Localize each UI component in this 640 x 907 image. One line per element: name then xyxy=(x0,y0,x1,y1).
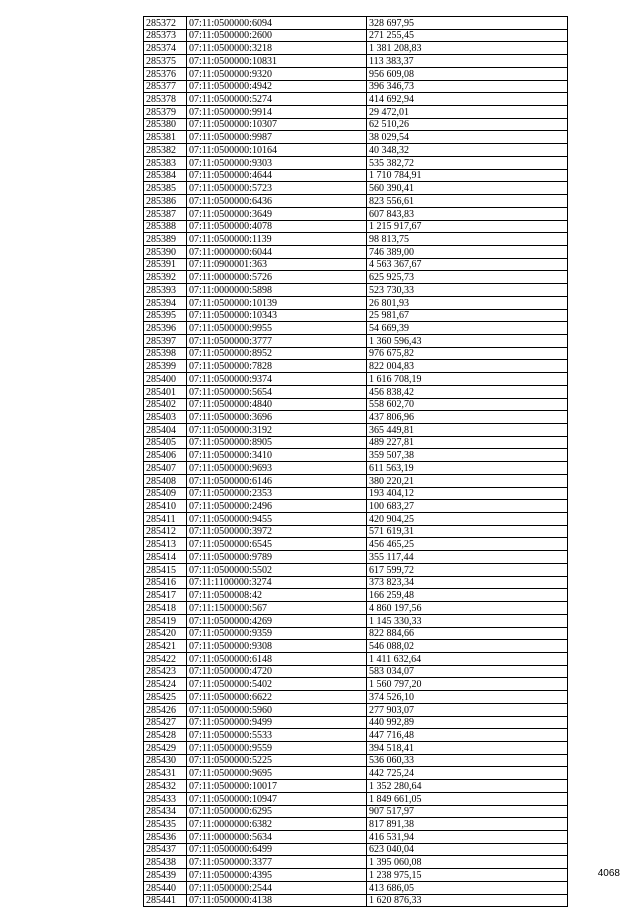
cadastral-value-cell: 394 518,41 xyxy=(367,741,568,754)
cadastral-number-cell: 07:11:0500000:2544 xyxy=(187,881,367,894)
cadastral-value-cell: 822 004,83 xyxy=(367,360,568,373)
row-number-cell: 285400 xyxy=(144,373,187,386)
cadastral-number-cell: 07:11:0500000:4644 xyxy=(187,169,367,182)
table-row xyxy=(144,424,568,437)
cadastral-value-cell: 536 060,33 xyxy=(367,754,568,767)
cadastral-value-cell: 416 531,94 xyxy=(367,831,568,844)
cadastral-number-cell: 07:11:0500000:3218 xyxy=(187,42,367,55)
cadastral-value-cell: 271 255,45 xyxy=(367,29,568,42)
row-number-cell: 285408 xyxy=(144,474,187,487)
row-number-cell: 285409 xyxy=(144,487,187,500)
table-row xyxy=(144,144,568,157)
table-row xyxy=(144,462,568,475)
cadastral-number-cell: 07:11:1500000:567 xyxy=(187,602,367,615)
table-row xyxy=(144,627,568,640)
row-number-cell: 285392 xyxy=(144,271,187,284)
cadastral-value-cell: 355 117,44 xyxy=(367,551,568,564)
cadastral-value-cell: 166 259,48 xyxy=(367,589,568,602)
cadastral-number-cell: 07:11:0500000:10343 xyxy=(187,309,367,322)
row-number-cell: 285379 xyxy=(144,106,187,119)
table-row xyxy=(144,411,568,424)
cadastral-number-cell: 07:11:0500000:10947 xyxy=(187,792,367,805)
cadastral-value-cell: 373 823,34 xyxy=(367,576,568,589)
cadastral-value-cell: 625 925,73 xyxy=(367,271,568,284)
cadastral-number-cell: 07:11:0500000:9693 xyxy=(187,462,367,475)
cadastral-value-cell: 976 675,82 xyxy=(367,347,568,360)
table-row xyxy=(144,576,568,589)
cadastral-value-cell: 558 602,70 xyxy=(367,398,568,411)
row-number-cell: 285391 xyxy=(144,258,187,271)
row-number-cell: 285401 xyxy=(144,385,187,398)
cadastral-value-cell: 38 029,54 xyxy=(367,131,568,144)
row-number-cell: 285374 xyxy=(144,42,187,55)
table-row xyxy=(144,474,568,487)
cadastral-number-cell: 07:11:0500000:3649 xyxy=(187,207,367,220)
cadastral-value-cell: 607 843,83 xyxy=(367,207,568,220)
row-number-cell: 285393 xyxy=(144,284,187,297)
row-number-cell: 285376 xyxy=(144,67,187,80)
cadastral-number-cell: 07:11:0500000:9499 xyxy=(187,716,367,729)
cadastral-value-cell: 1 215 917,67 xyxy=(367,220,568,233)
table-row xyxy=(144,398,568,411)
cadastral-value-cell: 546 088,02 xyxy=(367,640,568,653)
row-number-cell: 285429 xyxy=(144,741,187,754)
cadastral-value-cell: 956 609,08 xyxy=(367,67,568,80)
cadastral-value-cell: 583 034,07 xyxy=(367,665,568,678)
cadastral-value-cell: 414 692,94 xyxy=(367,93,568,106)
cadastral-number-cell: 07:11:0500000:3410 xyxy=(187,449,367,462)
table-row xyxy=(144,741,568,754)
cadastral-value-cell: 523 730,33 xyxy=(367,284,568,297)
row-number-cell: 285395 xyxy=(144,309,187,322)
cadastral-value-cell: 1 395 060,08 xyxy=(367,856,568,869)
table-row xyxy=(144,207,568,220)
row-number-cell: 285422 xyxy=(144,652,187,665)
table-row xyxy=(144,881,568,894)
cadastral-number-cell: 07:11:0500000:3777 xyxy=(187,334,367,347)
cadastral-value-cell: 1 560 797,20 xyxy=(367,678,568,691)
row-number-cell: 285382 xyxy=(144,144,187,157)
cadastral-number-cell: 07:11:0500000:5960 xyxy=(187,703,367,716)
row-number-cell: 285381 xyxy=(144,131,187,144)
cadastral-value-cell: 440 992,89 xyxy=(367,716,568,729)
row-number-cell: 285416 xyxy=(144,576,187,589)
cadastral-value-cell: 817 891,38 xyxy=(367,818,568,831)
cadastral-value-cell: 1 411 632,64 xyxy=(367,652,568,665)
row-number-cell: 285440 xyxy=(144,881,187,894)
row-number-cell: 285394 xyxy=(144,296,187,309)
cadastral-number-cell: 07:11:0500000:9955 xyxy=(187,322,367,335)
cadastral-number-cell: 07:11:0500000:4942 xyxy=(187,80,367,93)
cadastral-value-cell: 823 556,61 xyxy=(367,195,568,208)
cadastral-value-cell: 374 526,10 xyxy=(367,691,568,704)
cadastral-value-cell: 617 599,72 xyxy=(367,563,568,576)
cadastral-number-cell: 07:11:0500000:4078 xyxy=(187,220,367,233)
cadastral-number-cell: 07:11:0500000:3972 xyxy=(187,525,367,538)
cadastral-number-cell: 07:11:0500000:5274 xyxy=(187,93,367,106)
row-number-cell: 285423 xyxy=(144,665,187,678)
cadastral-number-cell: 07:11:0000000:5634 xyxy=(187,831,367,844)
table-row xyxy=(144,792,568,805)
table-row xyxy=(144,373,568,386)
table-row xyxy=(144,271,568,284)
cadastral-value-cell: 1 145 330,33 xyxy=(367,614,568,627)
table-row xyxy=(144,106,568,119)
table-row xyxy=(144,843,568,856)
cadastral-number-cell: 07:11:0500000:4269 xyxy=(187,614,367,627)
cadastral-value-cell: 437 806,96 xyxy=(367,411,568,424)
row-number-cell: 285430 xyxy=(144,754,187,767)
cadastral-number-cell: 07:11:0500000:10307 xyxy=(187,118,367,131)
row-number-cell: 285378 xyxy=(144,93,187,106)
cadastral-value-cell: 380 220,21 xyxy=(367,474,568,487)
cadastral-number-cell: 07:11:0500000:5654 xyxy=(187,385,367,398)
cadastral-number-cell: 07:11:0500000:9559 xyxy=(187,741,367,754)
row-number-cell: 285414 xyxy=(144,551,187,564)
table-row xyxy=(144,563,568,576)
cadastral-number-cell: 07:11:0500000:9695 xyxy=(187,767,367,780)
table-row xyxy=(144,665,568,678)
cadastral-number-cell: 07:11:1100000:3274 xyxy=(187,576,367,589)
row-number-cell: 285398 xyxy=(144,347,187,360)
table-row xyxy=(144,334,568,347)
cadastral-number-cell: 07:11:0500000:6148 xyxy=(187,652,367,665)
row-number-cell: 285427 xyxy=(144,716,187,729)
cadastral-number-cell: 07:11:0500000:10164 xyxy=(187,144,367,157)
cadastral-number-cell: 07:11:0500000:9455 xyxy=(187,513,367,526)
row-number-cell: 285385 xyxy=(144,182,187,195)
row-number-cell: 285396 xyxy=(144,322,187,335)
row-number-cell: 285380 xyxy=(144,118,187,131)
cadastral-value-cell: 822 884,66 xyxy=(367,627,568,640)
table-row xyxy=(144,347,568,360)
cadastral-number-cell: 07:11:0500000:9374 xyxy=(187,373,367,386)
cadastral-number-cell: 07:11:0500000:9789 xyxy=(187,551,367,564)
row-number-cell: 285415 xyxy=(144,563,187,576)
table-row xyxy=(144,17,568,30)
row-number-cell: 285424 xyxy=(144,678,187,691)
cadastral-value-cell: 489 227,81 xyxy=(367,436,568,449)
cadastral-number-cell: 07:11:0500000:1139 xyxy=(187,233,367,246)
cadastral-number-cell: 07:11:0500000:10139 xyxy=(187,296,367,309)
table-row xyxy=(144,513,568,526)
cadastral-value-cell: 54 669,39 xyxy=(367,322,568,335)
table-row xyxy=(144,29,568,42)
table-row xyxy=(144,538,568,551)
row-number-cell: 285411 xyxy=(144,513,187,526)
cadastral-number-cell: 07:11:0500000:9320 xyxy=(187,67,367,80)
table-row xyxy=(144,258,568,271)
table-row xyxy=(144,360,568,373)
cadastral-number-cell: 07:11:0500000:5402 xyxy=(187,678,367,691)
cadastral-value-cell: 1 620 876,33 xyxy=(367,894,568,907)
cadastral-value-cell: 4 860 197,56 xyxy=(367,602,568,615)
cadastral-value-cell: 1 849 661,05 xyxy=(367,792,568,805)
table-row xyxy=(144,182,568,195)
table-row xyxy=(144,220,568,233)
table-row xyxy=(144,55,568,68)
row-number-cell: 285407 xyxy=(144,462,187,475)
cadastral-value-cell: 571 619,31 xyxy=(367,525,568,538)
cadastral-value-cell: 40 348,32 xyxy=(367,144,568,157)
table-row xyxy=(144,589,568,602)
cadastral-number-cell: 07:11:0500000:9308 xyxy=(187,640,367,653)
table-row xyxy=(144,818,568,831)
table-row xyxy=(144,80,568,93)
cadastral-value-cell: 25 981,67 xyxy=(367,309,568,322)
table-row xyxy=(144,551,568,564)
cadastral-number-cell: 07:11:0500008:42 xyxy=(187,589,367,602)
cadastral-number-cell: 07:11:0500000:2496 xyxy=(187,500,367,513)
table-row xyxy=(144,678,568,691)
cadastral-value-cell: 420 904,25 xyxy=(367,513,568,526)
cadastral-value-cell: 611 563,19 xyxy=(367,462,568,475)
row-number-cell: 285436 xyxy=(144,831,187,844)
table-row xyxy=(144,385,568,398)
table-row xyxy=(144,500,568,513)
table-row xyxy=(144,716,568,729)
row-number-cell: 285439 xyxy=(144,869,187,882)
cadastral-number-cell: 07:11:0500000:2353 xyxy=(187,487,367,500)
cadastral-number-cell: 07:11:0500000:9303 xyxy=(187,156,367,169)
row-number-cell: 285375 xyxy=(144,55,187,68)
table-row xyxy=(144,449,568,462)
table-row xyxy=(144,805,568,818)
row-number-cell: 285387 xyxy=(144,207,187,220)
cadastral-number-cell: 07:11:0500000:6436 xyxy=(187,195,367,208)
table-row xyxy=(144,602,568,615)
cadastral-number-cell: 07:11:0500000:6094 xyxy=(187,17,367,30)
row-number-cell: 285403 xyxy=(144,411,187,424)
cadastral-number-cell: 07:11:0000000:5898 xyxy=(187,284,367,297)
row-number-cell: 285412 xyxy=(144,525,187,538)
table-row xyxy=(144,652,568,665)
cadastral-value-cell: 4 563 367,67 xyxy=(367,258,568,271)
table-row xyxy=(144,296,568,309)
row-number-cell: 285425 xyxy=(144,691,187,704)
table-row xyxy=(144,831,568,844)
cadastral-number-cell: 07:11:0500000:3192 xyxy=(187,424,367,437)
cadastral-number-cell: 07:11:0500000:5533 xyxy=(187,729,367,742)
cadastral-value-cell: 26 801,93 xyxy=(367,296,568,309)
table-row xyxy=(144,322,568,335)
cadastral-value-cell: 396 346,73 xyxy=(367,80,568,93)
row-number-cell: 285388 xyxy=(144,220,187,233)
cadastral-value-cell: 193 404,12 xyxy=(367,487,568,500)
cadastral-number-cell: 07:11:0500000:4395 xyxy=(187,869,367,882)
row-number-cell: 285434 xyxy=(144,805,187,818)
cadastral-number-cell: 07:11:0000000:5726 xyxy=(187,271,367,284)
row-number-cell: 285386 xyxy=(144,195,187,208)
cadastral-number-cell: 07:11:0000000:6044 xyxy=(187,245,367,258)
cadastral-value-cell: 413 686,05 xyxy=(367,881,568,894)
table-row xyxy=(144,614,568,627)
cadastral-value-cell: 623 040,04 xyxy=(367,843,568,856)
cadastral-number-cell: 07:11:0500000:2600 xyxy=(187,29,367,42)
cadastral-value-table xyxy=(143,16,568,907)
row-number-cell: 285437 xyxy=(144,843,187,856)
row-number-cell: 285383 xyxy=(144,156,187,169)
cadastral-value-cell: 1 360 596,43 xyxy=(367,334,568,347)
table-row xyxy=(144,195,568,208)
cadastral-number-cell: 07:11:0500000:9914 xyxy=(187,106,367,119)
cadastral-number-cell: 07:11:0500000:6499 xyxy=(187,843,367,856)
cadastral-number-cell: 07:11:0500000:4840 xyxy=(187,398,367,411)
table-row xyxy=(144,487,568,500)
row-number-cell: 285377 xyxy=(144,80,187,93)
cadastral-value-cell: 456 465,25 xyxy=(367,538,568,551)
cadastral-number-cell: 07:11:0500000:5723 xyxy=(187,182,367,195)
row-number-cell: 285402 xyxy=(144,398,187,411)
cadastral-number-cell: 07:11:0500000:8952 xyxy=(187,347,367,360)
cadastral-value-cell: 535 382,72 xyxy=(367,156,568,169)
row-number-cell: 285389 xyxy=(144,233,187,246)
row-number-cell: 285417 xyxy=(144,589,187,602)
row-number-cell: 285384 xyxy=(144,169,187,182)
page-number: 4068 xyxy=(597,868,620,879)
table-row xyxy=(144,780,568,793)
row-number-cell: 285428 xyxy=(144,729,187,742)
cadastral-value-cell: 328 697,95 xyxy=(367,17,568,30)
row-number-cell: 285438 xyxy=(144,856,187,869)
table-row xyxy=(144,93,568,106)
table-row xyxy=(144,436,568,449)
row-number-cell: 285432 xyxy=(144,780,187,793)
cadastral-number-cell: 07:11:0000000:6382 xyxy=(187,818,367,831)
cadastral-value-cell: 1 381 208,83 xyxy=(367,42,568,55)
cadastral-value-cell: 447 716,48 xyxy=(367,729,568,742)
row-number-cell: 285419 xyxy=(144,614,187,627)
cadastral-number-cell: 07:11:0500000:3696 xyxy=(187,411,367,424)
table-row xyxy=(144,640,568,653)
table-row xyxy=(144,869,568,882)
table-row xyxy=(144,169,568,182)
cadastral-number-cell: 07:11:0500000:9987 xyxy=(187,131,367,144)
cadastral-number-cell: 07:11:0500000:7828 xyxy=(187,360,367,373)
cadastral-value-cell: 113 383,37 xyxy=(367,55,568,68)
row-number-cell: 285410 xyxy=(144,500,187,513)
cadastral-value-cell: 907 517,97 xyxy=(367,805,568,818)
table-row xyxy=(144,131,568,144)
row-number-cell: 285420 xyxy=(144,627,187,640)
cadastral-number-cell: 07:11:0500000:4720 xyxy=(187,665,367,678)
cadastral-value-cell: 560 390,41 xyxy=(367,182,568,195)
cadastral-value-cell: 1 616 708,19 xyxy=(367,373,568,386)
table-row xyxy=(144,118,568,131)
cadastral-number-cell: 07:11:0500000:10831 xyxy=(187,55,367,68)
row-number-cell: 285406 xyxy=(144,449,187,462)
row-number-cell: 285413 xyxy=(144,538,187,551)
table-row xyxy=(144,754,568,767)
cadastral-value-cell: 359 507,38 xyxy=(367,449,568,462)
table-row xyxy=(144,691,568,704)
table-row xyxy=(144,284,568,297)
row-number-cell: 285426 xyxy=(144,703,187,716)
cadastral-value-cell: 746 389,00 xyxy=(367,245,568,258)
row-number-cell: 285397 xyxy=(144,334,187,347)
cadastral-value-cell: 1 710 784,91 xyxy=(367,169,568,182)
cadastral-value-cell: 1 352 280,64 xyxy=(367,780,568,793)
cadastral-number-cell: 07:11:0500000:6146 xyxy=(187,474,367,487)
cadastral-value-cell: 277 903,07 xyxy=(367,703,568,716)
row-number-cell: 285435 xyxy=(144,818,187,831)
table-row xyxy=(144,156,568,169)
cadastral-value-cell: 456 838,42 xyxy=(367,385,568,398)
table-row xyxy=(144,767,568,780)
table-row xyxy=(144,309,568,322)
cadastral-number-cell: 07:11:0500000:3377 xyxy=(187,856,367,869)
cadastral-number-cell: 07:11:0500000:6545 xyxy=(187,538,367,551)
row-number-cell: 285441 xyxy=(144,894,187,907)
row-number-cell: 285372 xyxy=(144,17,187,30)
cadastral-number-cell: 07:11:0500000:6295 xyxy=(187,805,367,818)
cadastral-number-cell: 07:11:0500000:4138 xyxy=(187,894,367,907)
row-number-cell: 285405 xyxy=(144,436,187,449)
table-row xyxy=(144,525,568,538)
cadastral-value-cell: 62 510,26 xyxy=(367,118,568,131)
row-number-cell: 285433 xyxy=(144,792,187,805)
cadastral-value-cell: 442 725,24 xyxy=(367,767,568,780)
cadastral-number-cell: 07:11:0500000:6622 xyxy=(187,691,367,704)
table-row xyxy=(144,42,568,55)
cadastral-number-cell: 07:11:0900001:363 xyxy=(187,258,367,271)
table-row xyxy=(144,233,568,246)
cadastral-value-cell: 100 683,27 xyxy=(367,500,568,513)
row-number-cell: 285373 xyxy=(144,29,187,42)
cadastral-value-cell: 98 813,75 xyxy=(367,233,568,246)
row-number-cell: 285404 xyxy=(144,424,187,437)
row-number-cell: 285399 xyxy=(144,360,187,373)
cadastral-value-cell: 365 449,81 xyxy=(367,424,568,437)
table-row xyxy=(144,67,568,80)
table-body xyxy=(144,17,568,907)
cadastral-number-cell: 07:11:0500000:10017 xyxy=(187,780,367,793)
row-number-cell: 285421 xyxy=(144,640,187,653)
table-row xyxy=(144,703,568,716)
cadastral-number-cell: 07:11:0500000:9359 xyxy=(187,627,367,640)
cadastral-value-cell: 1 238 975,15 xyxy=(367,869,568,882)
row-number-cell: 285431 xyxy=(144,767,187,780)
cadastral-number-cell: 07:11:0500000:5502 xyxy=(187,563,367,576)
table-row xyxy=(144,729,568,742)
cadastral-number-cell: 07:11:0500000:5225 xyxy=(187,754,367,767)
row-number-cell: 285418 xyxy=(144,602,187,615)
row-number-cell: 285390 xyxy=(144,245,187,258)
table-row xyxy=(144,245,568,258)
table-row xyxy=(144,856,568,869)
cadastral-value-cell: 29 472,01 xyxy=(367,106,568,119)
cadastral-number-cell: 07:11:0500000:8905 xyxy=(187,436,367,449)
